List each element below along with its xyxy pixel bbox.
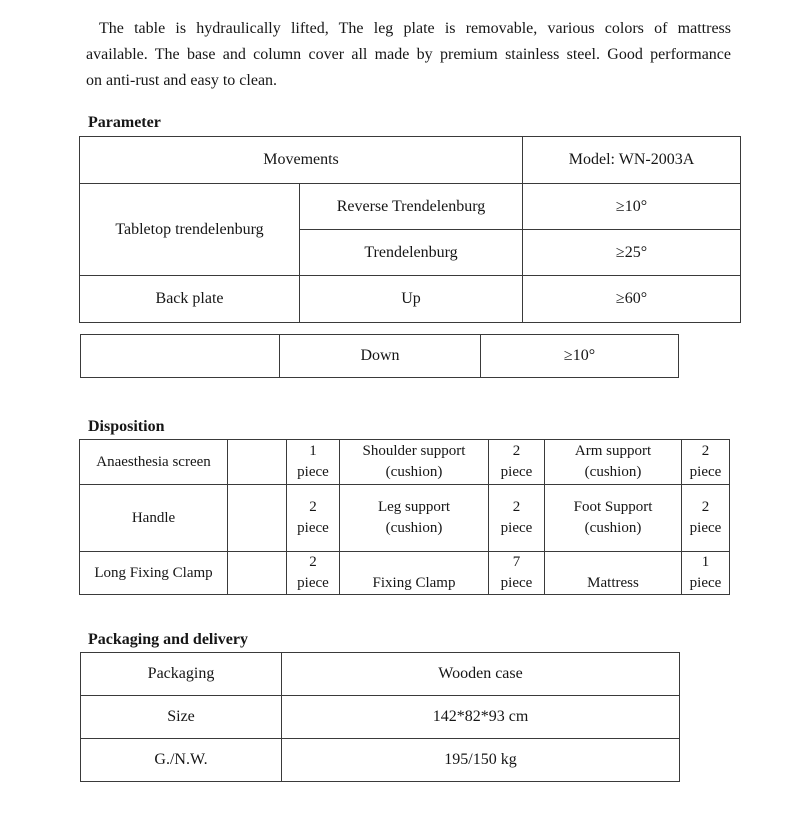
qty-cell [489,552,545,595]
qty-cell [287,440,340,485]
parameter-table [79,136,741,323]
item-cell: Anaesthesia screen [80,440,228,485]
item-cell [340,485,489,552]
disposition-row-3 [80,552,730,595]
product-spec-sheet [0,16,800,816]
qty-unit: piece [297,464,329,480]
packaging-row [81,653,680,696]
item-cell [340,440,489,485]
qty-cell [287,485,340,552]
qty-unit: piece [500,575,533,591]
qty-number: 2 [701,499,710,515]
movement-cell: Trendelenburg [300,230,523,276]
disposition-row-2 [80,485,730,552]
movement-cell: Up [300,276,523,323]
intro-line-3: on anti-rust and easy to clean. [86,72,278,89]
qty-number: 2 [309,554,317,570]
item-cell: Handle [80,485,228,552]
qty-unit: piece [689,575,722,591]
value-cell: 142*82*93 cm [282,696,680,739]
item-cell [545,440,682,485]
packaging-table [80,652,680,782]
label-cell: G./N.W. [81,739,282,782]
qty-unit: piece [689,520,722,536]
item-cell [545,485,682,552]
empty-cell [228,485,287,552]
qty-unit: piece [500,520,533,536]
qty-cell [287,552,340,595]
movement-cell: Down [280,335,481,378]
parameter-header-row [80,137,741,184]
weight-row [81,739,680,782]
item-name: Leg support [377,499,451,515]
qty-number: 2 [701,443,710,459]
item-note: (cushion) [584,520,642,536]
qty-number: 2 [309,499,317,515]
item-name: Shoulder support [362,443,466,459]
item-note: (cushion) [584,464,642,480]
qty-cell [682,440,730,485]
item-name: Foot Support [573,499,653,515]
parameter-heading: Parameter [88,114,161,131]
reverse-trendelenburg-row [80,184,741,230]
value-cell: Wooden case [282,653,680,696]
item-note: (cushion) [385,464,443,480]
intro-paragraph [86,16,731,94]
movement-cell: Reverse Trendelenburg [300,184,523,230]
empty-cell [228,440,287,485]
empty-cell [228,552,287,595]
back-plate-row [80,276,741,323]
back-plate-cell: Back plate [80,276,300,323]
qty-cell [489,485,545,552]
qty-cell [682,485,730,552]
intro-line-2: available. The base and column cover all made by premium stainless steel. Good performance [86,46,731,63]
disposition-row-1 [80,440,730,485]
value-cell: 195/150 kg [282,739,680,782]
qty-cell [682,552,730,595]
label-cell: Size [81,696,282,739]
qty-cell [489,440,545,485]
qty-unit: piece [297,575,329,591]
packaging-heading: Packaging and delivery [88,631,249,648]
size-row [81,696,680,739]
item-spacer [549,552,677,573]
model-cell: Model: WN-2003A [523,137,741,184]
item-spacer [344,552,484,573]
item-note: (cushion) [385,520,443,536]
qty-number: 1 [309,443,317,459]
value-cell: ≥10° [523,184,741,230]
qty-unit: piece [689,464,722,480]
movements-header-cell: Movements [80,137,523,184]
value-cell: ≥25° [523,230,741,276]
label-cell: Packaging [81,653,282,696]
qty-unit: piece [500,464,533,480]
down-row-table [80,334,679,378]
item-cell [340,552,489,595]
item-cell: Long Fixing Clamp [80,552,228,595]
item-cell [545,552,682,595]
qty-number: 2 [512,443,521,459]
disposition-heading: Disposition [88,418,165,435]
qty-number: 1 [701,554,710,570]
empty-cell [81,335,280,378]
item-name: Arm support [574,443,652,459]
qty-unit: piece [297,520,329,536]
qty-number: 7 [512,554,521,570]
value-cell: ≥60° [523,276,741,323]
tabletop-trendelenburg-cell: Tabletop trendelenburg [80,184,300,276]
item-name: Fixing Clamp [372,575,456,591]
intro-line-1: The table is hydraulically lifted, The leg plate is removable, various colors of mattress [99,20,731,37]
value-cell: ≥10° [481,335,679,378]
item-name: Mattress [587,575,639,591]
qty-number: 2 [512,499,521,515]
down-row [81,335,679,378]
disposition-table [79,439,730,595]
